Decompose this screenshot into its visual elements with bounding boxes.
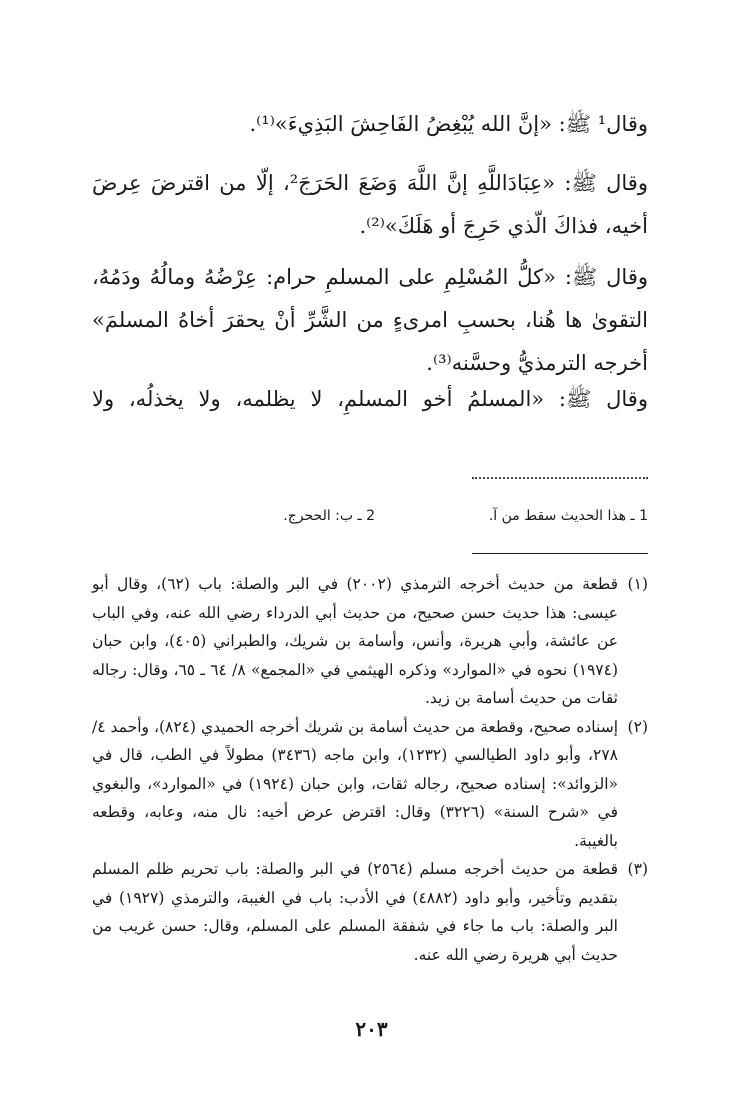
variant-note: 2 ـ ب: الححرج. <box>283 508 375 524</box>
footnote-rule <box>472 553 648 554</box>
footnote-number: (٢) <box>627 717 648 736</box>
hadith-paragraph: وقال¹ ﷺ: «إنَّ الله يُبْغِضُ الفَاحِشَ البَذِيءَ»⁽¹⁾. <box>249 112 648 136</box>
footnote-number: (١) <box>627 575 648 593</box>
footnote-text: قطعة من حديث أخرجه مسلم (٢٥٦٤) في البر والصلة: باب تحريم ظلم المسلم بتقديم وتأخير، وأبو داود (٤٨٨٢) في الأدب: باب في الغيبة، والترمذي (١٩٢٧) في البر والصلة: باب ما جاء في شفقة المسلم على المسلم، وقال: حسن غريب من حديث أبي هريرة رضي الله عنه. <box>92 860 619 964</box>
footnote <box>92 570 648 713</box>
footnotes <box>92 570 648 969</box>
manuscript-variants <box>92 508 648 532</box>
footnote <box>92 713 648 856</box>
footnote-number: (٣) <box>627 860 648 878</box>
dotted-separator <box>472 463 648 479</box>
footnote-text: قطعة من حديث أخرجه الترمذي (٢٠٠٢) في البر والصلة: باب (٦٢)، وقال أبو عيسى: هذا حديث حسن صحيح، من حديث أبي الدرداء رضي الله عنه، وفي الباب عن عائشة، وأبي هريرة، وأنس، وأسامة بن شريك، والطبراني (٤٠٥)، وابن حبان (١٩٧٤) نحوه في «الموارد» وذكره الهيثمي في «المجمع» ٨/ ٦٤ ـ ٦٥، وقال: رجاله ثقات من حديث أسامة بن زيد. <box>92 575 619 707</box>
footnote <box>92 855 648 969</box>
variant-note: 1 ـ هذا الحديث سقط من آ. <box>488 508 648 524</box>
page-number: ٢٠٣ <box>355 1017 388 1041</box>
footnote-text: إسناده صحيح، وقطعة من حديث أسامة بن شريك أخرجه الحميدي (٨٢٤)، وأحمد ٤/ ٢٧٨، وأبو داود الطيالسي (١٢٣٢)، وابن ماجه (٣٤٣٦) مطولاً في الطب، قال في «الزوائد»: إسناده صحيح، رجاله ثقات، وابن حبان (١٩٢٤) في «الموارد»، والبغوي في «شرح السنة» (٣٢٢٦) وقال: اقترض عرض أخيه: نال منه، وعابه، وقطعه بالغيبة. <box>92 717 618 850</box>
hadith-paragraph: وقال ﷺ: «المسلمُ أخو المسلمِ، لا يظلمه، ولا يخذلُه، ولا <box>92 387 648 411</box>
hadith-paragraph: وقال ﷺ: «عِبَادَاللَّهِ إنَّ اللَّهَ وَضَعَ الحَرَجَ²، إلّا من اقترضَ عِرضَ أخيه، فذاكَ الّذي حَرِجَ أو هَلَكَ»⁽²⁾. <box>92 171 648 238</box>
hadith-paragraph: وقال ﷺ: «كلُّ المُسْلِمِ على المسلمِ حرام: عِرْضُهُ ومالُهُ ودَمُهُ، التقوىٰ ها هُنا، بحسبِ امرىءٍ من الشَّرِّ أنْ يحقرَ أخاهُ المسلمَ» أخرجه الترمذيُّ وحسَّنه⁽³⁾. <box>92 265 648 375</box>
